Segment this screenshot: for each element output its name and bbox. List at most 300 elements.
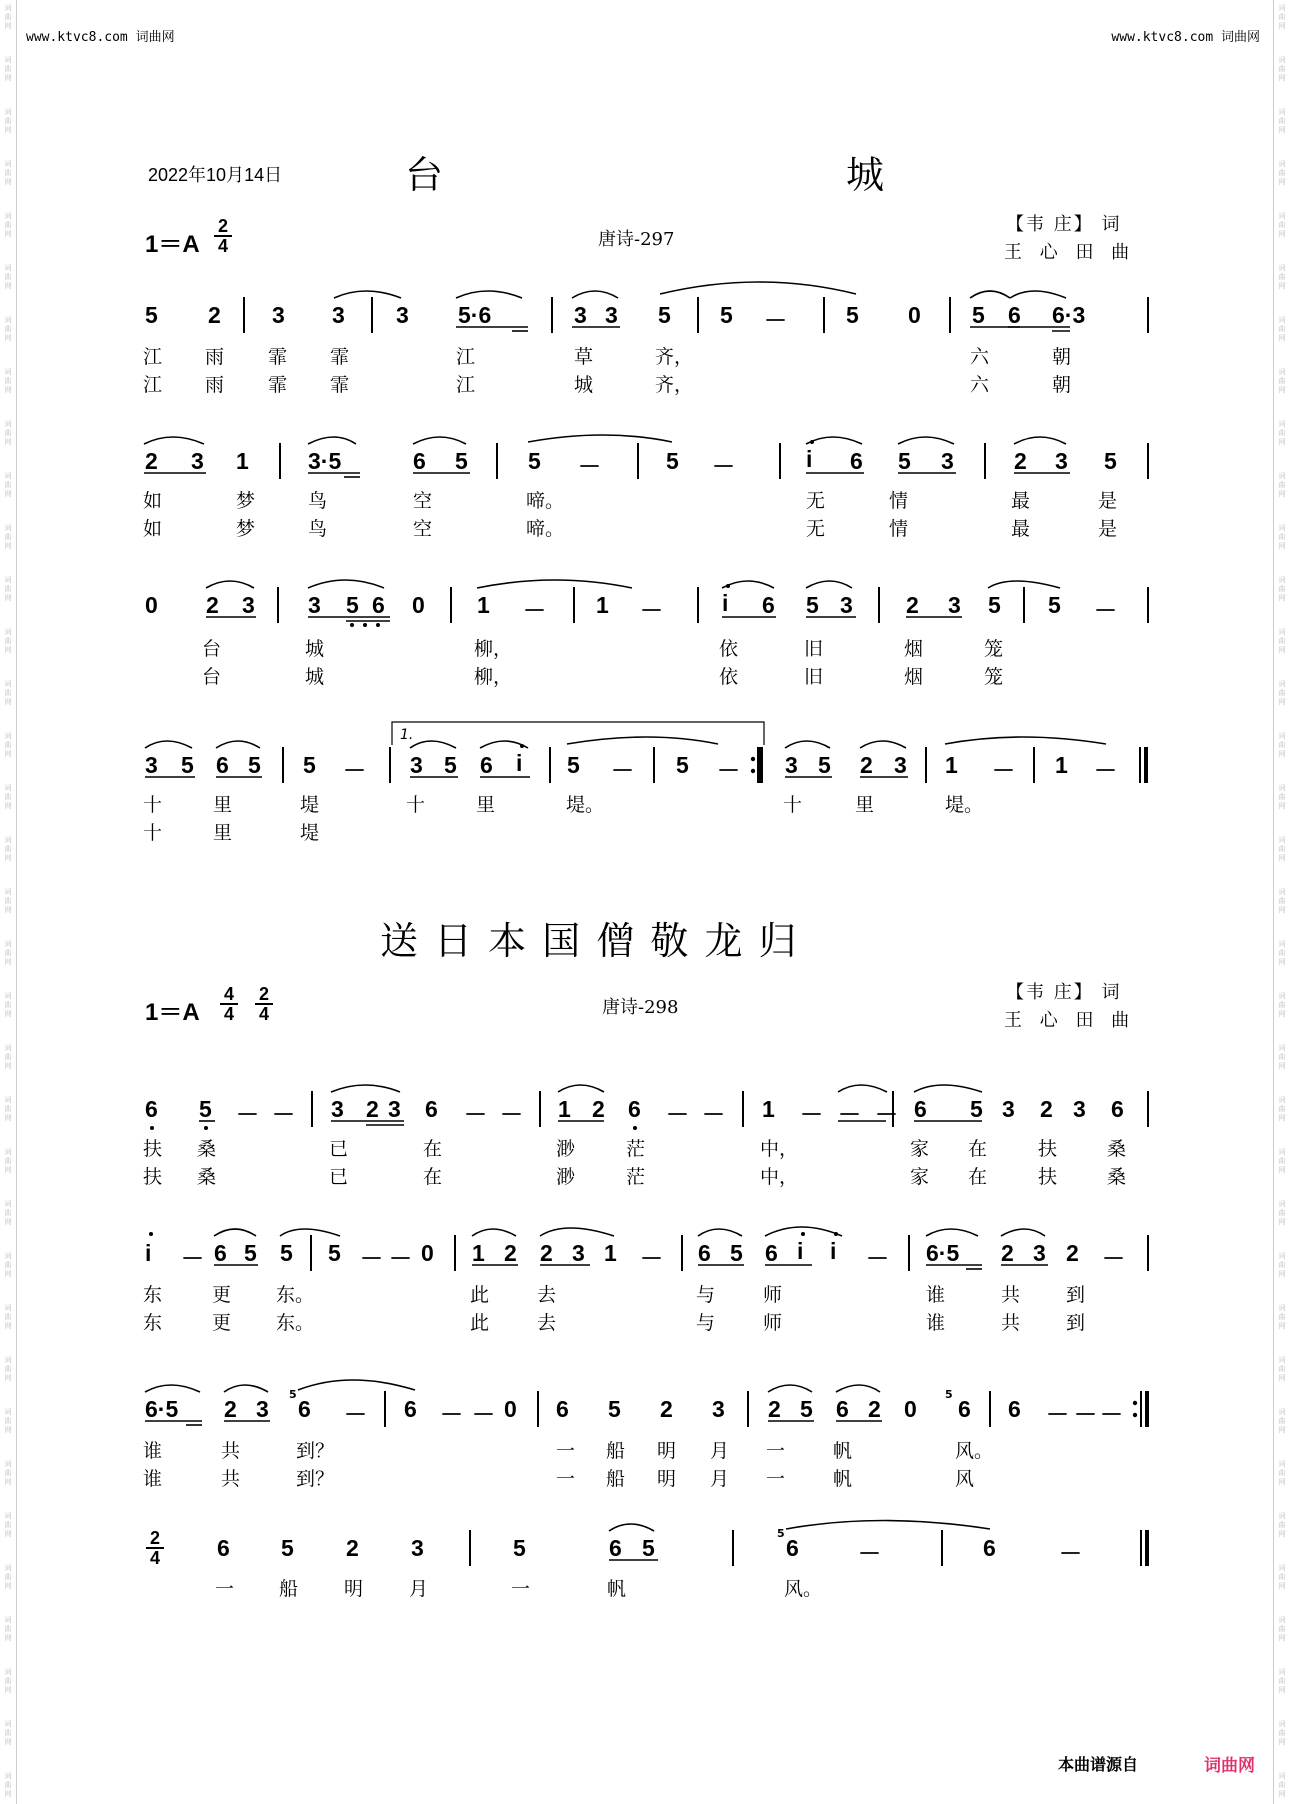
lyric: 桑 [1107, 1166, 1127, 1188]
watermark-glyph: 词 曲 网 [4, 680, 12, 706]
lyric: 鸟 [308, 518, 328, 540]
note: 2 [868, 1396, 881, 1422]
lyric: 十 [143, 794, 163, 816]
note: 2 [206, 592, 219, 618]
note: 6 [372, 592, 385, 618]
watermark-glyph: 词 曲 网 [4, 628, 12, 654]
lyric: 此 [470, 1284, 490, 1306]
note: 6 [216, 752, 229, 778]
note: 5 [720, 302, 733, 328]
note: 2 [592, 1096, 605, 1122]
lyric: 梦 [236, 490, 256, 512]
note: 5 [608, 1396, 621, 1422]
note: － [1102, 1245, 1125, 1271]
note: － [640, 597, 663, 623]
watermark-glyph: 词 曲 网 [4, 1616, 12, 1642]
watermark-glyph: 词 曲 网 [1278, 1252, 1286, 1278]
watermark-glyph: 词 曲 网 [4, 784, 12, 810]
lyric: 扶 [143, 1138, 163, 1160]
note: 6·5 [145, 1396, 179, 1422]
note: 5 [145, 302, 158, 328]
watermark-glyph: 词 曲 网 [1278, 160, 1286, 186]
lyric: 更 [212, 1312, 232, 1334]
note: 5 [346, 592, 359, 618]
lyric: 帆 [833, 1440, 853, 1462]
note: － [640, 1245, 663, 1271]
lyric: 到 [1066, 1284, 1086, 1306]
note: 6 [1111, 1096, 1124, 1122]
lyric: 谁 [143, 1468, 163, 1490]
lyric: 柳， [474, 666, 513, 688]
watermark-glyph: 词 曲 网 [4, 576, 12, 602]
lyric: 江 [456, 346, 476, 368]
watermark-glyph: 词 曲 网 [4, 1512, 12, 1538]
lyric: 共 [1001, 1312, 1021, 1334]
note: － [1074, 1401, 1097, 1427]
note: 5 [444, 752, 457, 778]
watermark-glyph: 词 曲 网 [1278, 524, 1286, 550]
watermark-glyph: 词 曲 网 [4, 264, 12, 290]
note: 3 [1002, 1096, 1015, 1122]
lyric: 谁 [926, 1284, 946, 1306]
note: 6 [609, 1535, 622, 1561]
lyric: 去 [537, 1312, 557, 1334]
note: 6 [214, 1240, 227, 1266]
note: 6 [480, 752, 493, 778]
lyric: 谁 [926, 1312, 946, 1334]
note: 6 [762, 592, 775, 618]
grace-note: 5 [777, 1527, 785, 1540]
lyric: 中， [760, 1138, 799, 1160]
lyric: 师 [763, 1284, 783, 1306]
watermark-glyph: 词 曲 网 [4, 1096, 12, 1122]
lyric: 齐， [655, 346, 694, 368]
lyric: 堤。 [945, 794, 984, 816]
watermark-glyph: 词 曲 网 [1278, 576, 1286, 602]
watermark-glyph: 词 曲 网 [1278, 1096, 1286, 1122]
note: 3 [1033, 1240, 1046, 1266]
note: 3 [242, 592, 255, 618]
note: 5 [181, 752, 194, 778]
lyric: 风。 [955, 1440, 994, 1462]
note: 2 [1014, 448, 1027, 474]
song1-lyricist: 【韦 庄】 词 [1006, 214, 1122, 235]
lyric: 六 [970, 346, 990, 368]
lyric: 江 [143, 346, 163, 368]
note: 3 [308, 592, 321, 618]
watermark-glyph: 词 曲 网 [4, 420, 12, 446]
song1-collection: 唐诗-297 [598, 229, 675, 250]
watermark-glyph: 词 曲 网 [1278, 1356, 1286, 1382]
watermark-glyph: 词 曲 网 [1278, 368, 1286, 394]
note: i [830, 1238, 837, 1264]
song1-key: 1＝A [145, 231, 200, 258]
song2-time-signature-2: 2 4 [255, 986, 273, 1022]
note: 3 [1055, 448, 1068, 474]
note: 6 [786, 1535, 799, 1561]
note: 2 [208, 302, 221, 328]
note: 5 [818, 752, 831, 778]
note: 3 [785, 752, 798, 778]
watermark-glyph: 词 曲 网 [4, 1252, 12, 1278]
note: 5 [666, 448, 679, 474]
watermark-glyph: 词 曲 网 [4, 1668, 12, 1694]
note: － [764, 307, 787, 333]
lyric: 霏 [268, 346, 288, 368]
note: i [806, 446, 813, 472]
song2-time-signature-1: 4 4 [220, 986, 238, 1022]
note: 6 [698, 1240, 711, 1266]
note: 5 [281, 1535, 294, 1561]
note: 0 [145, 592, 158, 618]
lyric: 雨 [205, 374, 225, 396]
watermark-glyph: 词 曲 网 [1278, 888, 1286, 914]
watermark-glyph: 词 曲 网 [1278, 1720, 1286, 1746]
note: 6 [298, 1396, 311, 1422]
lyric: 笼 [984, 666, 1004, 688]
note: － [838, 1101, 861, 1127]
watermark-glyph: 词 曲 网 [1278, 992, 1286, 1018]
lyric: 东 [143, 1284, 163, 1306]
footer-brand-link[interactable]: 词曲网 [1204, 1756, 1255, 1776]
note: i [797, 1238, 804, 1264]
note: 5 [658, 302, 671, 328]
footer-source-label: 本曲谱源自 [1058, 1755, 1139, 1774]
lyric: 霏 [268, 374, 288, 396]
watermark-glyph: 词 曲 网 [4, 212, 12, 238]
note: 3 [712, 1396, 725, 1422]
watermark-glyph: 词 曲 网 [4, 1460, 12, 1486]
watermark-glyph: 词 曲 网 [1278, 264, 1286, 290]
lyric: 与 [696, 1312, 716, 1334]
note: 2 [768, 1396, 781, 1422]
lyric: 台 [202, 666, 222, 688]
note: 3 [894, 752, 907, 778]
note: 5 [730, 1240, 743, 1266]
lyric: 在 [423, 1138, 443, 1160]
note: 3 [572, 1240, 585, 1266]
watermark-glyph: 词 曲 网 [1278, 1512, 1286, 1538]
note: 5 [280, 1240, 293, 1266]
note: 5 [676, 752, 689, 778]
watermark-glyph: 词 曲 网 [4, 316, 12, 342]
note: 6 [425, 1096, 438, 1122]
watermark-glyph: 词 曲 网 [4, 1408, 12, 1434]
note: 6 [413, 448, 426, 474]
note: 2 [1040, 1096, 1053, 1122]
lyric: 在 [968, 1138, 988, 1160]
note: 5 [199, 1096, 212, 1122]
lyric: 共 [221, 1440, 241, 1462]
lyric: 旧 [804, 638, 824, 660]
watermark-glyph: 词 曲 网 [4, 992, 12, 1018]
note: － [1100, 1401, 1123, 1427]
watermark-glyph: 词 曲 网 [1278, 836, 1286, 862]
watermark-glyph: 词 曲 网 [1278, 940, 1286, 966]
note: － [611, 757, 634, 783]
note: － [344, 1401, 367, 1427]
note: 5 [244, 1240, 257, 1266]
watermark-glyph: 词 曲 网 [4, 56, 12, 82]
note: 6 [145, 1096, 158, 1122]
header-url-left[interactable]: www.ktvc8.com 词曲网 [26, 30, 175, 45]
lyric: 鸟 [308, 490, 328, 512]
lyric: 此 [470, 1312, 490, 1334]
note: i [145, 1240, 152, 1266]
watermark-glyph: 词 曲 网 [4, 940, 12, 966]
lyric: 到？ [296, 1468, 335, 1490]
watermark-glyph: 词 曲 网 [4, 1720, 12, 1746]
lyric: 里 [476, 794, 496, 816]
note: 2 [660, 1396, 673, 1422]
note: 1 [1055, 752, 1068, 778]
lyric: 江 [143, 374, 163, 396]
note: 6 [765, 1240, 778, 1266]
watermark-glyph: 词 曲 网 [1278, 108, 1286, 134]
lyric: 谁 [143, 1440, 163, 1462]
note: 6 [958, 1396, 971, 1422]
lyric: 家 [910, 1166, 930, 1188]
watermark-glyph: 词 曲 网 [1278, 1772, 1286, 1798]
watermark-glyph: 词 曲 网 [4, 1772, 12, 1798]
note: 5 [846, 302, 859, 328]
lyric: 霏 [330, 374, 350, 396]
song1-title-part1: 台 [405, 153, 444, 197]
lyric: 里 [213, 794, 233, 816]
lyric: 城 [574, 374, 594, 396]
note: － [440, 1401, 463, 1427]
grace-note: 5 [945, 1388, 953, 1401]
note: 6 [628, 1096, 641, 1122]
watermark-glyph: 词 曲 网 [1278, 1044, 1286, 1070]
note: － [343, 757, 366, 783]
date-label: 2022年10月14日 [148, 165, 283, 185]
watermark-glyph: 词 曲 网 [4, 1148, 12, 1174]
lyric: 共 [1001, 1284, 1021, 1306]
lyric: 最 [1011, 490, 1031, 512]
note: 2 [145, 448, 158, 474]
note: 5 [972, 302, 985, 328]
lyric: 一 [766, 1468, 786, 1490]
note: － [181, 1245, 204, 1271]
lyric: 十 [406, 794, 426, 816]
note: 0 [412, 592, 425, 618]
note: － [523, 597, 546, 623]
lyric: 旧 [804, 666, 824, 688]
note: 5 [970, 1096, 983, 1122]
note: － [666, 1101, 689, 1127]
lyric: 梦 [236, 518, 256, 540]
lyric: 十 [783, 794, 803, 816]
lyric: 已 [329, 1138, 349, 1160]
lyric: 堤 [300, 822, 320, 844]
note: － [702, 1101, 725, 1127]
lyric: 情 [889, 490, 909, 512]
lyric: 无 [806, 490, 826, 512]
note: － [992, 757, 1015, 783]
header-url-right[interactable]: www.ktvc8.com 词曲网 [1111, 30, 1260, 45]
note: － [472, 1401, 495, 1427]
lyric: 里 [213, 822, 233, 844]
watermark-glyph: 词 曲 网 [4, 368, 12, 394]
watermark-glyph: 词 曲 网 [4, 1356, 12, 1382]
note: 3 [1073, 1096, 1086, 1122]
lyric: 东。 [276, 1284, 315, 1306]
note: i [516, 750, 523, 776]
lyric: 帆 [607, 1578, 627, 1600]
lyric: 明 [344, 1578, 364, 1600]
lyric: 城 [305, 638, 325, 660]
watermark-glyph: 词 曲 网 [4, 888, 12, 914]
lyric: 雨 [205, 346, 225, 368]
lyric: 十 [143, 822, 163, 844]
watermark-glyph: 词 曲 网 [4, 1044, 12, 1070]
lyric: 船 [606, 1468, 626, 1490]
lyric: 在 [423, 1166, 443, 1188]
lyric: 更 [212, 1284, 232, 1306]
lyric: 茫 [626, 1138, 646, 1160]
note: 3 [145, 752, 158, 778]
note: － [1094, 597, 1117, 623]
lyric: 船 [606, 1440, 626, 1462]
lyric: 桑 [197, 1138, 217, 1160]
lyric: 如 [143, 518, 163, 540]
watermark-glyph: 词 曲 网 [1278, 4, 1286, 30]
lyric: 与 [696, 1284, 716, 1306]
lyric: 依 [719, 666, 739, 688]
lyric: 桑 [1107, 1138, 1127, 1160]
lyric: 扶 [1038, 1166, 1058, 1188]
note: － [717, 757, 740, 783]
lyric: 明 [657, 1440, 677, 1462]
note: 6 [404, 1396, 417, 1422]
note: 0 [904, 1396, 917, 1422]
lyric: 扶 [1038, 1138, 1058, 1160]
watermark-glyph: 词 曲 网 [4, 108, 12, 134]
note: 2 [860, 752, 873, 778]
note: 5 [455, 448, 468, 474]
note: 2 [504, 1240, 517, 1266]
lyric: 如 [143, 490, 163, 512]
note: 3·5 [308, 448, 342, 474]
song1-time-signature: 2 4 [214, 218, 232, 254]
note: 1 [558, 1096, 571, 1122]
note: 2 [224, 1396, 237, 1422]
note: 1 [604, 1240, 617, 1266]
lyric: 一 [556, 1468, 576, 1490]
note: 5 [567, 752, 580, 778]
watermark-glyph: 词 曲 网 [4, 836, 12, 862]
lyric: 风。 [784, 1578, 823, 1600]
note: 5 [248, 752, 261, 778]
lyric: 一 [215, 1578, 235, 1600]
watermark-glyph: 词 曲 网 [1278, 628, 1286, 654]
lyric: 六 [970, 374, 990, 396]
lyric: 笼 [984, 638, 1004, 660]
volta-label: 1. [400, 727, 414, 743]
lyric: 齐， [655, 374, 694, 396]
lyric: 船 [279, 1578, 299, 1600]
song2-collection: 唐诗-298 [602, 997, 679, 1018]
lyric: 师 [763, 1312, 783, 1334]
note: － [464, 1101, 487, 1127]
watermark-glyph: 词 曲 网 [4, 1200, 12, 1226]
lyric: 扶 [143, 1166, 163, 1188]
lyric: 帆 [833, 1468, 853, 1490]
lyric: 朝 [1052, 346, 1072, 368]
watermark-glyph: 词 曲 网 [1278, 680, 1286, 706]
note: 3 [272, 302, 285, 328]
watermark-glyph: 词 曲 网 [4, 4, 12, 30]
note: 6 [836, 1396, 849, 1422]
watermark-glyph: 词 曲 网 [1278, 1304, 1286, 1330]
note: 5 [898, 448, 911, 474]
lyric: 已 [329, 1166, 349, 1188]
lyric: 朝 [1052, 374, 1072, 396]
note: 6 [850, 448, 863, 474]
lyric: 茫 [626, 1166, 646, 1188]
watermark-glyph: 词 曲 网 [1278, 56, 1286, 82]
note: 6 [556, 1396, 569, 1422]
lyric: 月 [409, 1578, 429, 1600]
lyric: 空 [413, 490, 433, 512]
lyric: 桑 [197, 1166, 217, 1188]
note: 5 [642, 1535, 655, 1561]
watermark-glyph: 词 曲 网 [1278, 420, 1286, 446]
note: 2 [906, 592, 919, 618]
lyric: 啼。 [526, 490, 565, 512]
note: 5 [1048, 592, 1061, 618]
song1-composer: 王 心 田 曲 [1004, 242, 1136, 263]
lyric: 一 [556, 1440, 576, 1462]
lyric: 月 [710, 1440, 730, 1462]
watermark-glyph: 词 曲 网 [1278, 1668, 1286, 1694]
note: 3 [411, 1535, 424, 1561]
note: 1 [945, 752, 958, 778]
lyric: 依 [719, 638, 739, 660]
note: 3 [331, 1096, 344, 1122]
watermark-glyph: 词 曲 网 [1278, 732, 1286, 758]
lyric: 里 [855, 794, 875, 816]
note: 1 [596, 592, 609, 618]
note: 3 [941, 448, 954, 474]
note: 2 [540, 1240, 553, 1266]
note: － [875, 1101, 898, 1127]
note: 6 [1008, 1396, 1021, 1422]
grace-note: 5 [289, 1388, 297, 1401]
note: 6 [914, 1096, 927, 1122]
watermark-glyph: 词 曲 网 [1278, 316, 1286, 342]
lyric: 是 [1098, 490, 1118, 512]
note: － [500, 1101, 523, 1127]
note: － [236, 1101, 259, 1127]
watermark-glyph: 词 曲 网 [4, 524, 12, 550]
lyric: 东。 [276, 1312, 315, 1334]
lyric: 在 [968, 1166, 988, 1188]
lyric: 风 [955, 1468, 975, 1490]
note: 3 [948, 592, 961, 618]
watermark-glyph: 词 曲 网 [1278, 784, 1286, 810]
lyric: 堤。 [566, 794, 605, 816]
note: 5 [800, 1396, 813, 1422]
note: 2 [346, 1535, 359, 1561]
lyric: 共 [221, 1468, 241, 1490]
watermark-glyph: 词 曲 网 [4, 160, 12, 186]
note: 6 [217, 1535, 230, 1561]
lyric: 明 [657, 1468, 677, 1490]
song2-title: 送 日 本 国 僧 敬 龙 归 [380, 919, 799, 963]
note: 3 [256, 1396, 269, 1422]
